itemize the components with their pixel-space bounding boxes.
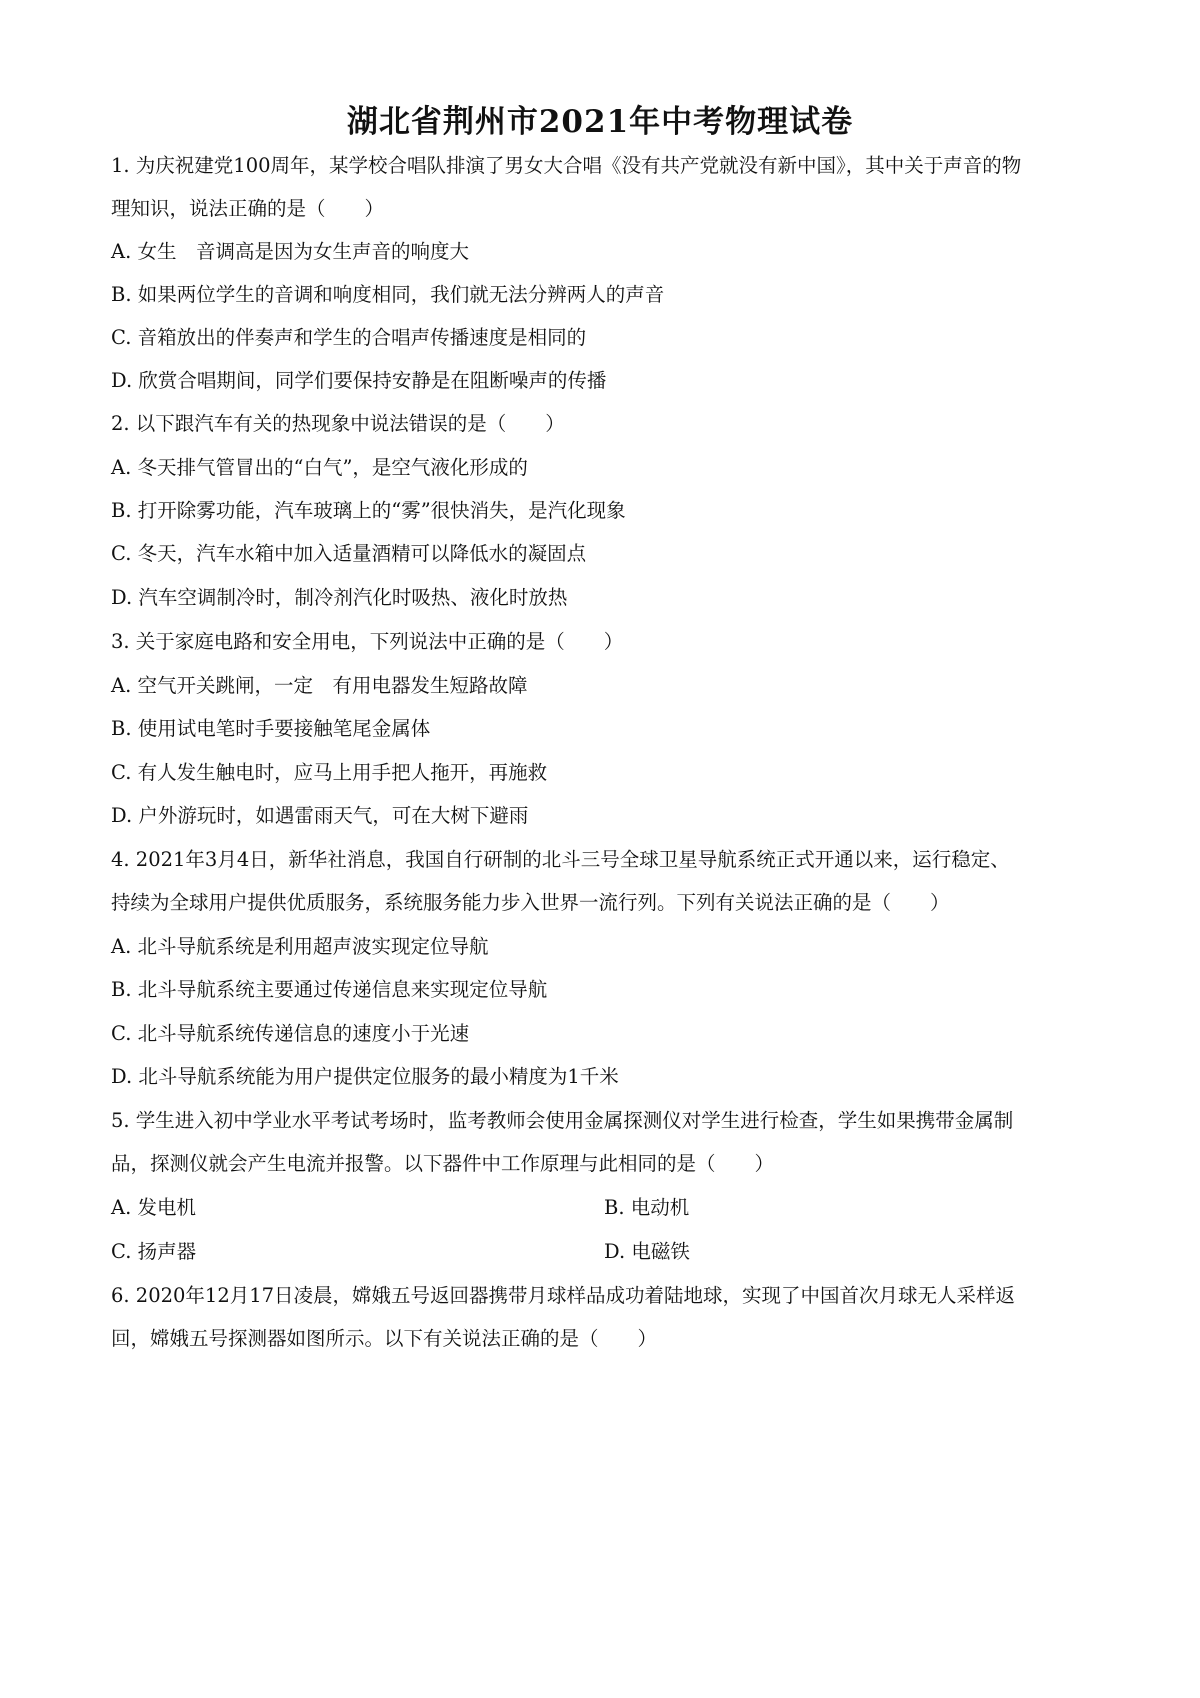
question-3-stem-line-1: 3. 关于家庭电路和安全用电，下列说法中正确的是（ ） <box>111 630 624 653</box>
question-4-option-b: B. 北斗导航系统主要通过传递信息来实现定位导航 <box>111 978 548 1001</box>
question-2-stem-line-1: 2. 以下跟汽车有关的热现象中说法错误的是（ ） <box>111 412 565 435</box>
question-1-option-d: D. 欣赏合唱期间，同学们要保持安静是在阻断噪声的传播 <box>111 369 607 392</box>
question-5-option-b: B. 电动机 <box>604 1196 690 1219</box>
question-3-option-c: C. 有人发生触电时，应马上用手把人拖开，再施救 <box>111 761 548 784</box>
question-5-option-d: D. 电磁铁 <box>604 1240 690 1263</box>
question-4-stem-line-1: 4. 2021年3月4日，新华社消息，我国自行研制的北斗三号全球卫星导航系统正式开通以来，运行稳定、 <box>111 848 1010 871</box>
question-1-option-a: A. 女生 音调高是因为女生声音的响度大 <box>111 240 469 263</box>
question-5-stem-line-2: 品，探测仪就会产生电流并报警。以下器件中工作原理与此相同的是（ ） <box>111 1152 775 1175</box>
question-4-option-d: D. 北斗导航系统能为用户提供定位服务的最小精度为1千米 <box>111 1065 619 1088</box>
question-5-option-a: A. 发电机 <box>111 1196 196 1219</box>
question-6-stem-line-1: 6. 2020年12月17日凌晨，嫦娥五号返回器携带月球样品成功着陆地球，实现了中国首次月球无人采样返 <box>111 1284 1016 1307</box>
question-3-option-b: B. 使用试电笔时手要接触笔尾金属体 <box>111 717 431 740</box>
question-1-option-c: C. 音箱放出的伴奏声和学生的合唱声传播速度是相同的 <box>111 326 587 349</box>
question-4-stem-line-2: 持续为全球用户提供优质服务，系统服务能力步入世界一流行列。下列有关说法正确的是（ ） <box>111 891 950 914</box>
question-4-option-c: C. 北斗导航系统传递信息的速度小于光速 <box>111 1022 470 1045</box>
exam-title: 湖北省荆州市2021年中考物理试卷 <box>346 104 854 140</box>
question-1-stem-line-1: 1. 为庆祝建党100周年，某学校合唱队排演了男女大合唱《没有共产党就没有新中国》，其中关于声音的物 <box>111 154 1022 177</box>
question-3-option-d: D. 户外游玩时，如遇雷雨天气，可在大树下避雨 <box>111 804 529 827</box>
question-6-stem-line-2: 回，嫦娥五号探测器如图所示。以下有关说法正确的是（ ） <box>111 1327 658 1350</box>
question-1-stem-line-2: 理知识，说法正确的是（ ） <box>111 197 385 220</box>
question-2-option-c: C. 冬天，汽车水箱中加入适量酒精可以降低水的凝固点 <box>111 542 587 565</box>
question-3-option-a: A. 空气开关跳闸，一定 有用电器发生短路故障 <box>111 674 528 697</box>
question-2-option-b: B. 打开除雾功能，汽车玻璃上的“雾”很快消失，是汽化现象 <box>111 499 626 522</box>
question-1-option-b: B. 如果两位学生的音调和响度相同，我们就无法分辨两人的声音 <box>111 283 665 306</box>
question-4-option-a: A. 北斗导航系统是利用超声波实现定位导航 <box>111 935 489 958</box>
question-2-option-a: A. 冬天排气管冒出的“白气”，是空气液化形成的 <box>111 456 528 479</box>
question-2-option-d: D. 汽车空调制冷时，制冷剂汽化时吸热、液化时放热 <box>111 586 568 609</box>
question-5-option-c: C. 扬声器 <box>111 1240 197 1263</box>
question-5-stem-line-1: 5. 学生进入初中学业水平考试考场时，监考教师会使用金属探测仪对学生进行检查，学生如果携带金属制 <box>111 1109 1014 1132</box>
